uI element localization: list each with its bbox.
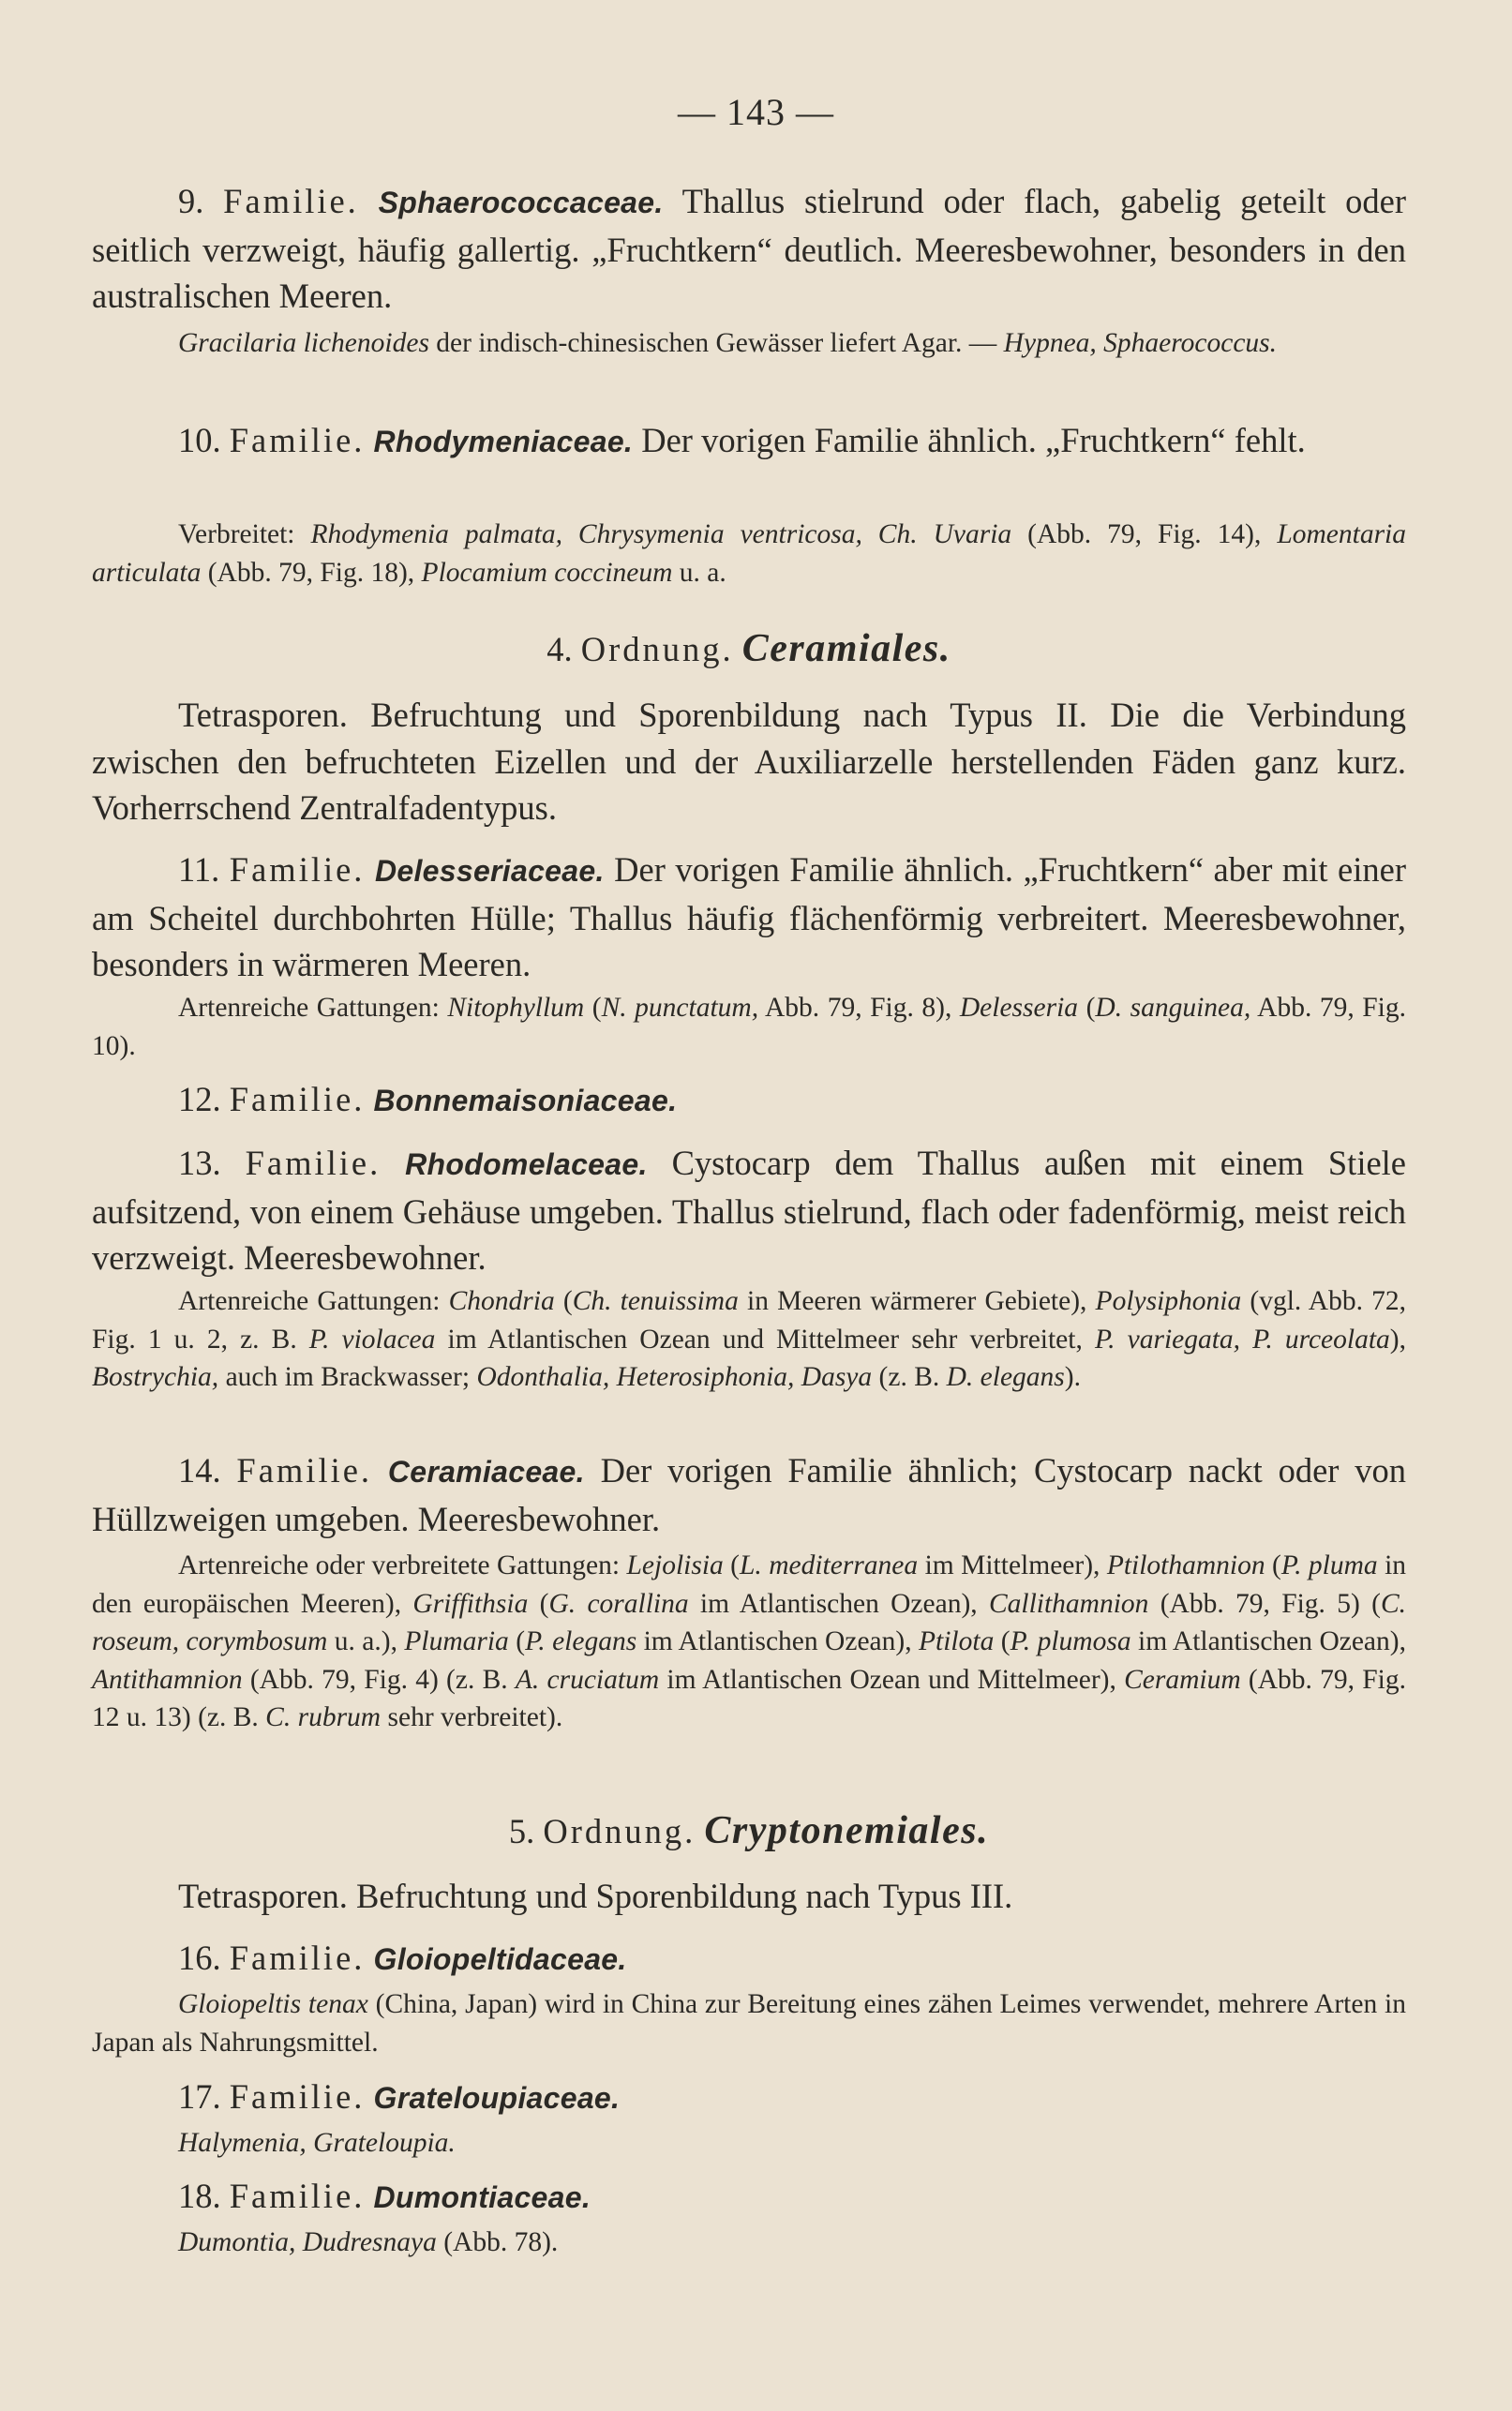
note-text: in den europäischen Meeren), (92, 1550, 1407, 1619)
family-11-paragraph (92, 846, 1406, 988)
family-name: Dumontiaceae. (373, 2180, 591, 2214)
note-text: u. a.), (327, 1626, 405, 1656)
note-text: ( (1078, 993, 1096, 1023)
note-text: im Atlantischen Ozean), (688, 1588, 989, 1619)
note-text: Artenreiche oder verbreitete Gattungen: (178, 1550, 627, 1580)
genus-name: Lejolisia (626, 1550, 724, 1580)
family-10-paragraph (92, 417, 1406, 466)
family-number: 17. (178, 2077, 230, 2116)
genus-name: Griffithsia (412, 1588, 529, 1619)
family-name: Ceramiaceae. (387, 1455, 585, 1489)
family-description: Der vorigen Familie ähnlich; Cystocarp nackt oder von Hüllzweigen umgeben. Meeresbewohner. (92, 1451, 1406, 1538)
order-label: Ordnung. (543, 1812, 696, 1850)
family-number: 10. (178, 421, 230, 459)
note-text: im Atlantischen Ozean und Mittelmeer), (659, 1664, 1125, 1695)
order-name: Ceramiales. (741, 627, 951, 670)
genus-name: Chondria (448, 1286, 555, 1316)
note-text: im Mittelmeer), (918, 1550, 1107, 1580)
genus-name: Antithamnion (92, 1664, 243, 1695)
note-text: (Abb. 79, Fig. 14), (1011, 519, 1278, 549)
family-label: Familie. (223, 182, 359, 220)
note-text: (Abb. 79, Fig. 18), (201, 557, 422, 588)
note-text: Abb. 79, Fig. 8), (758, 993, 960, 1023)
genus-name: P. variegata, P. urceolata (1094, 1324, 1390, 1355)
note-text: u. a. (672, 557, 726, 588)
family-12-paragraph (92, 1076, 1406, 1125)
genus-name: G. corallina (548, 1588, 689, 1619)
order-description: Tetrasporen. Befruchtung und Sporenbildung nach Typus III. (178, 1877, 1013, 1915)
family-name: Bonnemaisoniaceae. (373, 1084, 678, 1117)
note-text: ). (1064, 1362, 1081, 1392)
family-name: Grateloupiaceae. (373, 2081, 621, 2115)
family-label: Familie. (229, 2077, 366, 2116)
family-10-note (92, 516, 1406, 592)
family-description: Cystocarp dem Thallus außen mit einem Stiele aufsitzend, von einem Gehäuse umgeben. Thallus stielrund, flach oder fadenförmig, meist reich verzweigt. Meeresbewohner. (92, 1144, 1406, 1277)
family-name: Sphaerococcaceae. (378, 186, 664, 219)
genus-name: Nitophyllum (447, 993, 585, 1023)
genus-name: Gracilaria lichenoides (178, 328, 429, 358)
family-name: Delesseriaceae. (374, 854, 605, 888)
note-text: ), (1389, 1324, 1406, 1355)
family-14-paragraph (92, 1447, 1406, 1542)
note-text: ( (723, 1550, 741, 1580)
note-text: ( (554, 1286, 573, 1316)
family-label: Familie. (229, 850, 366, 889)
genus-name: Polysiphonia (1095, 1286, 1242, 1316)
order-name: Cryptonemiales. (704, 1809, 990, 1852)
note-text: sehr verbreitet). (381, 1702, 563, 1732)
genus-name: Ptilothamnion (1106, 1550, 1265, 1580)
genus-name: Rhodymenia palmata, Chrysymenia ventricosa, Ch. Uvaria (310, 519, 1012, 549)
genus-name: Odonthalia, Heterosiphonia, Dasya (476, 1362, 873, 1392)
note-text: ( (994, 1626, 1010, 1656)
family-13-paragraph (92, 1140, 1406, 1281)
note-text: Artenreiche Gattungen: (178, 993, 448, 1023)
family-label: Familie. (236, 1451, 373, 1490)
family-16-paragraph (92, 1935, 1406, 1984)
genus-name: P. pluma (1280, 1550, 1378, 1580)
genus-name: P. plumosa (1010, 1626, 1131, 1656)
genus-name: D. elegans (946, 1362, 1065, 1392)
genus-name: D. sanguinea, (1095, 993, 1251, 1023)
genus-name: Ptilota (919, 1626, 995, 1656)
family-number: 13. (178, 1144, 246, 1182)
family-label: Familie. (229, 2177, 366, 2215)
note-text: (Abb. 78). (436, 2227, 559, 2257)
family-label: Familie. (229, 1080, 366, 1118)
family-17-paragraph (92, 2074, 1406, 2122)
family-14-note (92, 1547, 1406, 1737)
genus-name: A. cruciatum (515, 1664, 660, 1695)
note-text: im Atlantischen Ozean), (1130, 1626, 1406, 1656)
genus-name: Dumontia, Dudresnaya (178, 2227, 437, 2257)
family-description: Der vorigen Familie ähnlich. „Fruchtkern“ fehlt. (633, 421, 1306, 459)
genus-name: Ch. tenuissima (572, 1286, 739, 1316)
family-label: Familie. (229, 421, 366, 459)
order-5-heading (92, 1808, 1406, 1855)
family-number: 16. (178, 1939, 230, 1977)
note-text: (Abb. 79, Fig. 5) ( (1148, 1588, 1381, 1619)
genus-name: Ceramium (1124, 1664, 1241, 1695)
note-text: in Meeren wärmerer Gebiete), (738, 1286, 1096, 1316)
genus-name: Hypnea, Sphaerococcus. (1003, 328, 1278, 358)
family-11-note (92, 989, 1406, 1065)
note-text: (Abb. 79, Fig. 4) (z. B. (242, 1664, 516, 1695)
family-label: Familie. (245, 1144, 382, 1182)
note-text: ( (584, 993, 602, 1023)
family-name: Rhodomelaceae. (405, 1147, 648, 1181)
family-name: Rhodymeniaceae. (373, 425, 634, 458)
family-description: Thallus stielrund oder flach, gabelig geteilt oder seitlich verzweigt, häufig gallertig. „Fruchtkern“ deutlich. Meeresbewohner, besonders in den australischen Meeren. (92, 182, 1407, 315)
genus-name: Plocamium coccineum (421, 557, 673, 588)
order-number: 4. (546, 630, 581, 668)
genus-name: Halymenia, Grateloupia. (178, 2128, 456, 2158)
note-text: der indisch-chinesischen Gewässer liefert Agar. — (428, 328, 1004, 358)
order-description: Tetrasporen. Befruchtung und Sporenbildung nach Typus II. Die die Verbindung zwischen den befruchteten Eizellen und der Auxiliarzelle herstellenden Fäden ganz kurz. Vorherrschend Zentralfadentypus. (92, 696, 1406, 827)
family-number: 18. (178, 2177, 230, 2215)
family-number: 9. (178, 182, 224, 220)
note-text: (vgl. Abb. 72, Fig. 1 u. 2, z. B. (92, 1286, 1407, 1355)
genus-name: L. mediterranea (740, 1550, 919, 1580)
genus-name: C. roseum, corymbosum (92, 1588, 1406, 1656)
genus-name: Callithamnion (988, 1588, 1149, 1619)
order-4-heading (92, 626, 1406, 673)
family-number: 14. (178, 1451, 237, 1490)
note-text: (Abb. 79, Fig. 12 u. 13) (z. B. (92, 1664, 1407, 1732)
note-text: Verbreitet: (178, 519, 311, 549)
family-13-note (92, 1282, 1406, 1397)
note-text: Artenreiche Gattungen: (178, 1286, 449, 1316)
genus-name: Delesseria (959, 993, 1079, 1023)
note-text: Abb. 79, Fig. 10). (92, 993, 1407, 1061)
note-text: ( (508, 1626, 526, 1656)
genus-name: P. violacea (308, 1324, 436, 1355)
page-number: — 143 — (678, 91, 834, 133)
note-text: im Atlantischen Ozean), (636, 1626, 920, 1656)
family-number: 12. (178, 1080, 230, 1118)
note-text: im Atlantischen Ozean und Mittelmeer sehr verbreitet, (435, 1324, 1095, 1355)
family-number: 11. (178, 850, 230, 889)
genus-name: P. elegans (525, 1626, 637, 1656)
family-name: Gloiopeltidaceae. (373, 1942, 627, 1976)
order-5-paragraph (92, 1873, 1406, 1920)
genus-name: Plumaria (404, 1626, 509, 1656)
family-label: Familie. (229, 1939, 366, 1977)
family-9-note (92, 324, 1406, 363)
note-text: (China, Japan) wird in China zur Bereitung eines zähen Leimes verwendet, mehrere Arten in Japan als Nahrungsmittel. (92, 1989, 1406, 2058)
genus-name: C. rubrum (265, 1702, 382, 1732)
genus-name: N. punctatum, (601, 993, 759, 1023)
genus-name: Gloiopeltis tenax (178, 1989, 368, 2019)
family-description: Der vorigen Familie ähnlich. „Fruchtkern“ aber mit einer am Scheitel durchbohrten Hülle; Thallus häufig flächenförmig verbreitert. Meeresbewohner, besonders in wärmeren Meeren. (92, 850, 1407, 983)
note-text: ( (528, 1588, 549, 1619)
family-9-paragraph (92, 178, 1406, 320)
note-text: (z. B. (872, 1362, 947, 1392)
order-4-paragraph (92, 692, 1406, 831)
genus-name: Bostrychia, (92, 1362, 219, 1392)
genus-name: Lomentaria articulata (92, 519, 1406, 588)
note-text: auch im Brackwasser; (218, 1362, 477, 1392)
family-17-note (92, 2124, 1406, 2163)
order-label: Ordnung. (580, 630, 734, 668)
family-16-note (92, 1985, 1406, 2061)
family-18-paragraph (92, 2173, 1406, 2222)
note-text: ( (1265, 1550, 1281, 1580)
order-number: 5. (508, 1812, 544, 1850)
family-18-note (92, 2224, 1406, 2262)
